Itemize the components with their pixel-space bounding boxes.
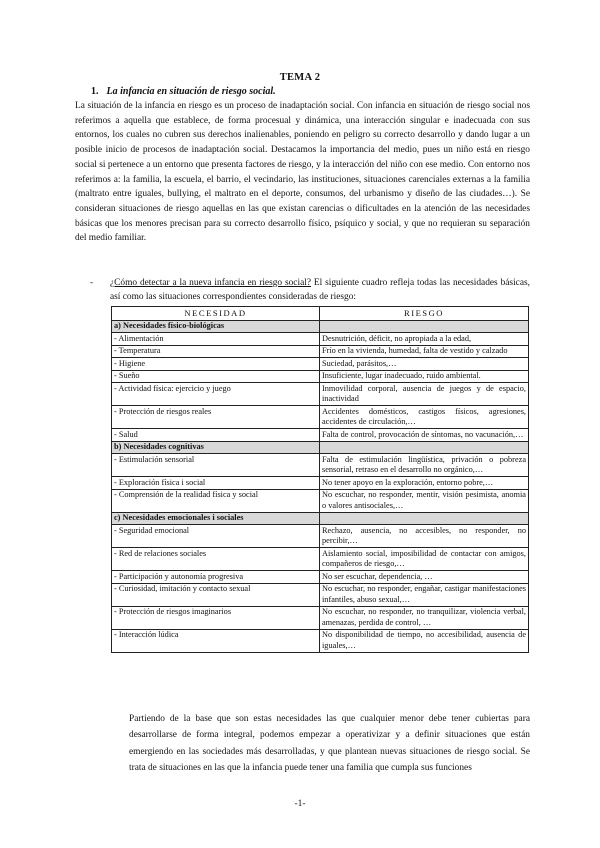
need-cell: - Protección de riesgos reales (112, 406, 320, 429)
bullet-question: ¿Cómo detectar a la nueva infancia en riesgo social? (110, 278, 312, 288)
risk-cell: Suciedad, parásitos,… (320, 358, 529, 371)
table-row (112, 606, 529, 629)
table-header-row (112, 307, 529, 321)
table-row (112, 489, 529, 512)
need-cell: - Comprensión de la realidad física y social (112, 489, 320, 512)
intro-paragraph: La situación de la infancia en riesgo es un proceso de inadaptación social. Con infancia en situación de riesgo social nos referimos a aquella que establece, de forma procesual y dinámica, una interacción singular e inadecuada con sus entornos, los cuales no cubren sus derechos inalienables, poniendo en peligro su correcto desarrollo y dando lugar a un posible inicio de procesos de inadaptación social. Destacamos la importancia del medio, pues un niño está en riesgo social si pertenece a un entorno que presenta factores de riesgo, y la interacción del niño con ese medio. Con entorno nos referimos a: la familia, la escuela, el barrio, el vecindario, las instituciones, situaciones carenciales externas a la familia (maltrato entre iguales, bullying, el maltrato en el deporte, consumos, del urbanismo y diseño de las ciudades…). Se consideran situaciones de riesgo aquellas en las que existan carencias o dificultades en la atención de las necesidades básicas que los menores precisan para su correcto desarrollo físico, psíquico y social, y que no requieran su separación del medio familiar. (75, 101, 530, 244)
table-row (112, 525, 529, 548)
table-row (112, 358, 529, 371)
bullet-item (92, 276, 530, 305)
need-cell: - Sueño (112, 370, 320, 383)
table-row (112, 429, 529, 442)
risk-cell: No ser escuchar, dependencia, … (320, 571, 529, 584)
page-number: -1- (294, 799, 306, 809)
category-empty-cell (320, 512, 529, 525)
section-title: La infancia en situación de riesgo social. (106, 86, 276, 97)
need-cell: - Alimentación (112, 333, 320, 346)
category-row (112, 441, 529, 454)
header-riesgo: RIESGO (320, 307, 529, 321)
risk-cell: Falta de control, provocación de síntomas, no vacunación,… (320, 429, 529, 442)
table-row (112, 477, 529, 490)
table-row (112, 370, 529, 383)
risk-cell: Accidentes domésticos, castigos físicos, agresiones, accidentes de circulación,… (320, 406, 529, 429)
category-empty-cell (320, 441, 529, 454)
risk-cell: Insuficiente, lugar inadecuado, ruido ambiental. (320, 370, 529, 383)
need-cell: - Seguridad emocional (112, 525, 320, 548)
risk-cell: Rechazo, ausencia, no accesibles, no responder, no percibir,… (320, 525, 529, 548)
risk-cell: Falta de estimulación lingüística, privación o pobreza sensorial, retraso en el desarrollo no orgánico,… (320, 454, 529, 477)
table-row (112, 548, 529, 571)
risk-cell: Desnutrición, déficit, no apropiada a la edad, (320, 333, 529, 346)
table-row (112, 383, 529, 406)
bullet-text: El siguiente cuadro refleja todas las necesidades básicas, así como las situaciones correspondientes consideradas de riesgo: (110, 278, 530, 303)
table-row (112, 333, 529, 346)
table-row (112, 571, 529, 584)
section-number: 1. (91, 86, 99, 97)
risk-cell: Inmovilidad corporal, ausencia de juegos y de espacio, inactividad (320, 383, 529, 406)
need-cell: - Participación y autonomía progresiva (112, 571, 320, 584)
table-row (112, 345, 529, 358)
need-cell: - Exploración física i social (112, 477, 320, 490)
need-cell: - Curiosidad, imitación y contacto sexual (112, 583, 320, 606)
table-row (112, 454, 529, 477)
closing-paragraph: Partiendo de la base que son estas necesidades las que cualquier menor debe tener cubiertas para desarrollarse de forma integral, podemos empezar a operativizar y a definir situaciones que están emergiendo en las sociedades más desarrolladas, y que plantean nuevas situaciones de riesgo social. Se trata de situaciones en las que la infancia puede tener una familia que cumpla sus funciones (129, 714, 530, 773)
need-cell: - Temperatura (112, 345, 320, 358)
category-row (112, 320, 529, 333)
table-body (112, 320, 529, 652)
risk-cell: Aislamiento social, imposibilidad de contactar con amigos, compañeros de riesgo,… (320, 548, 529, 571)
category-title: b) Necesidades cognitivas (112, 441, 320, 454)
bullet-dash: - (90, 278, 94, 288)
section-heading (91, 86, 276, 97)
category-title: a) Necesidades físico-biológicas (112, 320, 320, 333)
header-necesidad: NECESIDAD (112, 307, 320, 321)
page-title: TEMA 2 (279, 72, 321, 83)
need-cell: - Higiene (112, 358, 320, 371)
category-row (112, 512, 529, 525)
risk-cell: Frío en la vivienda, humedad, falta de vestido y calzado (320, 345, 529, 358)
needs-risk-table (111, 306, 529, 653)
table-row (112, 406, 529, 429)
risk-cell: No escuchar, no responder, no tranquilizar, violencia verbal, amenazas, perdida de control, … (320, 606, 529, 629)
bullet-paragraph (92, 276, 530, 305)
risk-cell: No tener apoyo en la exploración, entorno pobre,… (320, 477, 529, 490)
need-cell: - Estimulación sensorial (112, 454, 320, 477)
category-empty-cell (320, 320, 529, 333)
risk-cell: No escuchar, no responder, mentir, visión pesimista, anomia o valores antisociales,… (320, 489, 529, 512)
category-title: c) Necesidades emocionales i sociales (112, 512, 320, 525)
need-cell: - Actividad física: ejercicio y juego (112, 383, 320, 406)
need-cell: - Interacción lúdica (112, 629, 320, 652)
need-cell: - Protección de riesgos imaginarios (112, 606, 320, 629)
risk-cell: No disponibilidad de tiempo, no accesibilidad, ausencia de iguales,… (320, 629, 529, 652)
table-row (112, 629, 529, 652)
need-cell: - Red de relaciones sociales (112, 548, 320, 571)
risk-cell: No escuchar, no responder, engañar, castigar manifestaciones infantiles, abuso sexual,… (320, 583, 529, 606)
need-cell: - Salud (112, 429, 320, 442)
table-row (112, 583, 529, 606)
